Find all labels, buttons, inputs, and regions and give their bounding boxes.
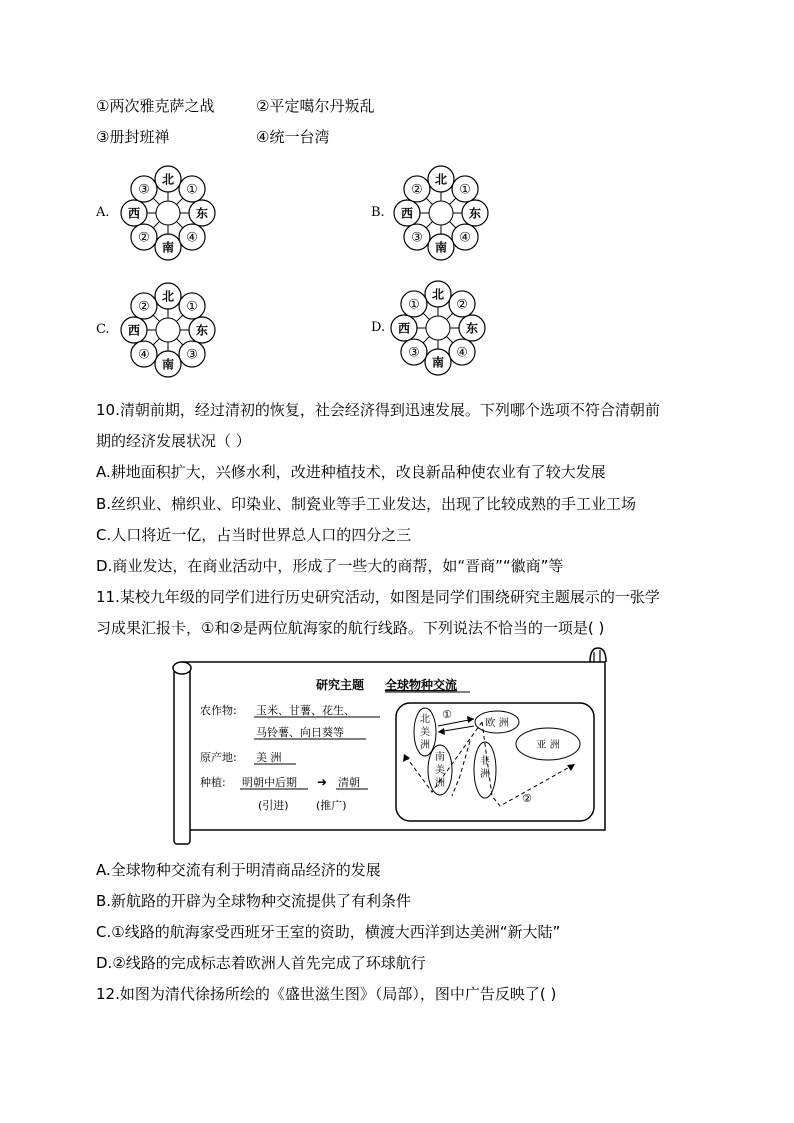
compass-text-west: 西 [400, 206, 414, 221]
option-label: D. [371, 320, 386, 335]
compass-text-br: ④ [186, 230, 198, 246]
q10-stem-line2: 期的经济发展状况（ ） [96, 432, 251, 450]
compass-center [426, 316, 450, 340]
asia-label: 亚 洲 [536, 740, 560, 751]
compass-text-tr: ① [459, 182, 471, 198]
route-1-label: ① [442, 708, 452, 721]
q10-option-a: A.耕地面积扩大，兴修水利，改进种植技术，改良新品种使农业有了较大发展 [96, 463, 606, 481]
compass-text-west: 西 [127, 206, 141, 221]
compass-center [156, 318, 180, 342]
option-label: A. [96, 205, 110, 220]
africa-label-1: 非 [480, 756, 490, 767]
card-crops-line2: 马铃薯、向日葵等 [256, 726, 344, 739]
compass-text-south: 南 [161, 240, 175, 255]
compass-text-br: ④ [459, 230, 471, 246]
compass-text-north: 北 [161, 289, 175, 304]
event-3: ③册封班禅 [96, 128, 170, 146]
south-america-label-1: 南 [435, 752, 445, 763]
card-theme-value: 全球物种交流 [385, 678, 458, 692]
q11-option-d: D.②线路的完成标志着欧洲人首先完成了环球航行 [96, 954, 426, 972]
compass-text-east: 东 [195, 323, 209, 338]
research-card [170, 646, 610, 846]
card-origin-label: 原产地: [200, 751, 237, 764]
q12-stem: 12.如图为清代徐扬所绘的《盛世滋生图》（局部），图中广告反映了( ) [96, 985, 557, 1003]
card-plant-to: 清朝 [338, 776, 360, 789]
card-promote: (推广) [316, 799, 347, 812]
compass-text-br: ④ [456, 345, 468, 361]
africa-label-2: 洲 [480, 769, 490, 780]
compass-text-tl: ③ [138, 182, 150, 198]
compass-wheel [391, 163, 491, 263]
compass-text-tl: ② [138, 299, 150, 315]
north-america-label-1: 北 [420, 714, 430, 725]
card-plant-label: 种植: [200, 776, 226, 789]
card-origin-value: 美 洲 [256, 751, 282, 764]
compass-text-east: 东 [195, 206, 209, 221]
europe-label: 欧 洲 [485, 718, 509, 729]
card-crops-line1: 玉米、甘薯、花生、 [256, 704, 355, 717]
compass-text-west: 西 [397, 321, 411, 336]
q10-option-d: D.商业发达，在商业活动中，形成了一些大的商帮，如“晋商”“徽商”等 [96, 557, 564, 575]
compass-text-tr: ① [186, 182, 198, 198]
compass-text-south: 南 [431, 355, 445, 370]
compass-text-north: 北 [431, 287, 445, 302]
south-america-label-3: 洲 [435, 778, 445, 789]
compass-center [156, 201, 180, 225]
card-intro: (引进) [258, 799, 289, 812]
q11-stem-line2: 习成果汇报卡，①和②是两位航海家的航行线路。下列说法不恰当的一项是( ) [96, 619, 605, 637]
event-4: ④统一台湾 [256, 128, 330, 146]
compass-text-east: 东 [465, 321, 479, 336]
option-label: B. [371, 205, 385, 220]
compass-text-tr: ① [186, 299, 198, 315]
compass-text-south: 南 [161, 357, 175, 372]
south-america-label-2: 美 [435, 765, 445, 776]
q11-option-b: B.新航路的开辟为全球物种交流提供了有利条件 [96, 892, 412, 910]
compass-text-bl: ③ [411, 230, 423, 246]
north-america-label-2: 美 [420, 727, 430, 738]
compass-wheel [388, 278, 488, 378]
compass-text-south: 南 [434, 240, 448, 255]
route-2-label: ② [522, 792, 532, 805]
compass-text-tl: ① [408, 297, 420, 313]
q11-stem-line1: 11.某校九年级的同学们进行历史研究活动，如图是同学们围绕研究主题展示的一张学 [96, 588, 660, 606]
card-plant-from: 明朝中后期 [242, 776, 297, 789]
compass-text-tr: ② [456, 297, 468, 313]
compass-text-bl: ② [138, 230, 150, 246]
compass-text-west: 西 [127, 323, 141, 338]
compass-wheel [118, 163, 218, 263]
compass-center [429, 201, 453, 225]
compass-text-br: ③ [186, 347, 198, 363]
card-crops-label: 农作物: [200, 704, 237, 717]
event-1: ①两次雅克萨之战 [96, 97, 215, 115]
compass-text-bl: ③ [408, 345, 420, 361]
north-america-label-3: 洲 [420, 740, 430, 751]
q10-option-b: B.丝织业、棉织业、印染业、制瓷业等手工业发达，出现了比较成熟的手工业工场 [96, 495, 637, 513]
compass-text-east: 东 [468, 206, 482, 221]
q11-option-c: C.①线路的航海家受西班牙王室的资助，横渡大西洋到达美洲“新大陆” [96, 923, 561, 941]
compass-text-tl: ② [411, 182, 423, 198]
q10-option-c: C.人口将近一亿，占当时世界总人口的四分之三 [96, 526, 412, 544]
compass-wheel [118, 280, 218, 380]
q10-stem-line1: 10.清朝前期，经过清初的恢复，社会经济得到迅速发展。下列哪个选项不符合清朝前 [96, 401, 660, 419]
event-2: ②平定噶尔丹叛乱 [256, 97, 375, 115]
q11-option-a: A.全球物种交流有利于明清商品经济的发展 [96, 861, 381, 879]
compass-text-north: 北 [434, 172, 448, 187]
card-theme-label: 研究主题 [316, 678, 365, 692]
compass-text-north: 北 [161, 172, 175, 187]
card-plant-arrow: ➜ [317, 775, 328, 789]
compass-text-bl: ④ [138, 347, 150, 363]
option-label: C. [96, 322, 110, 337]
